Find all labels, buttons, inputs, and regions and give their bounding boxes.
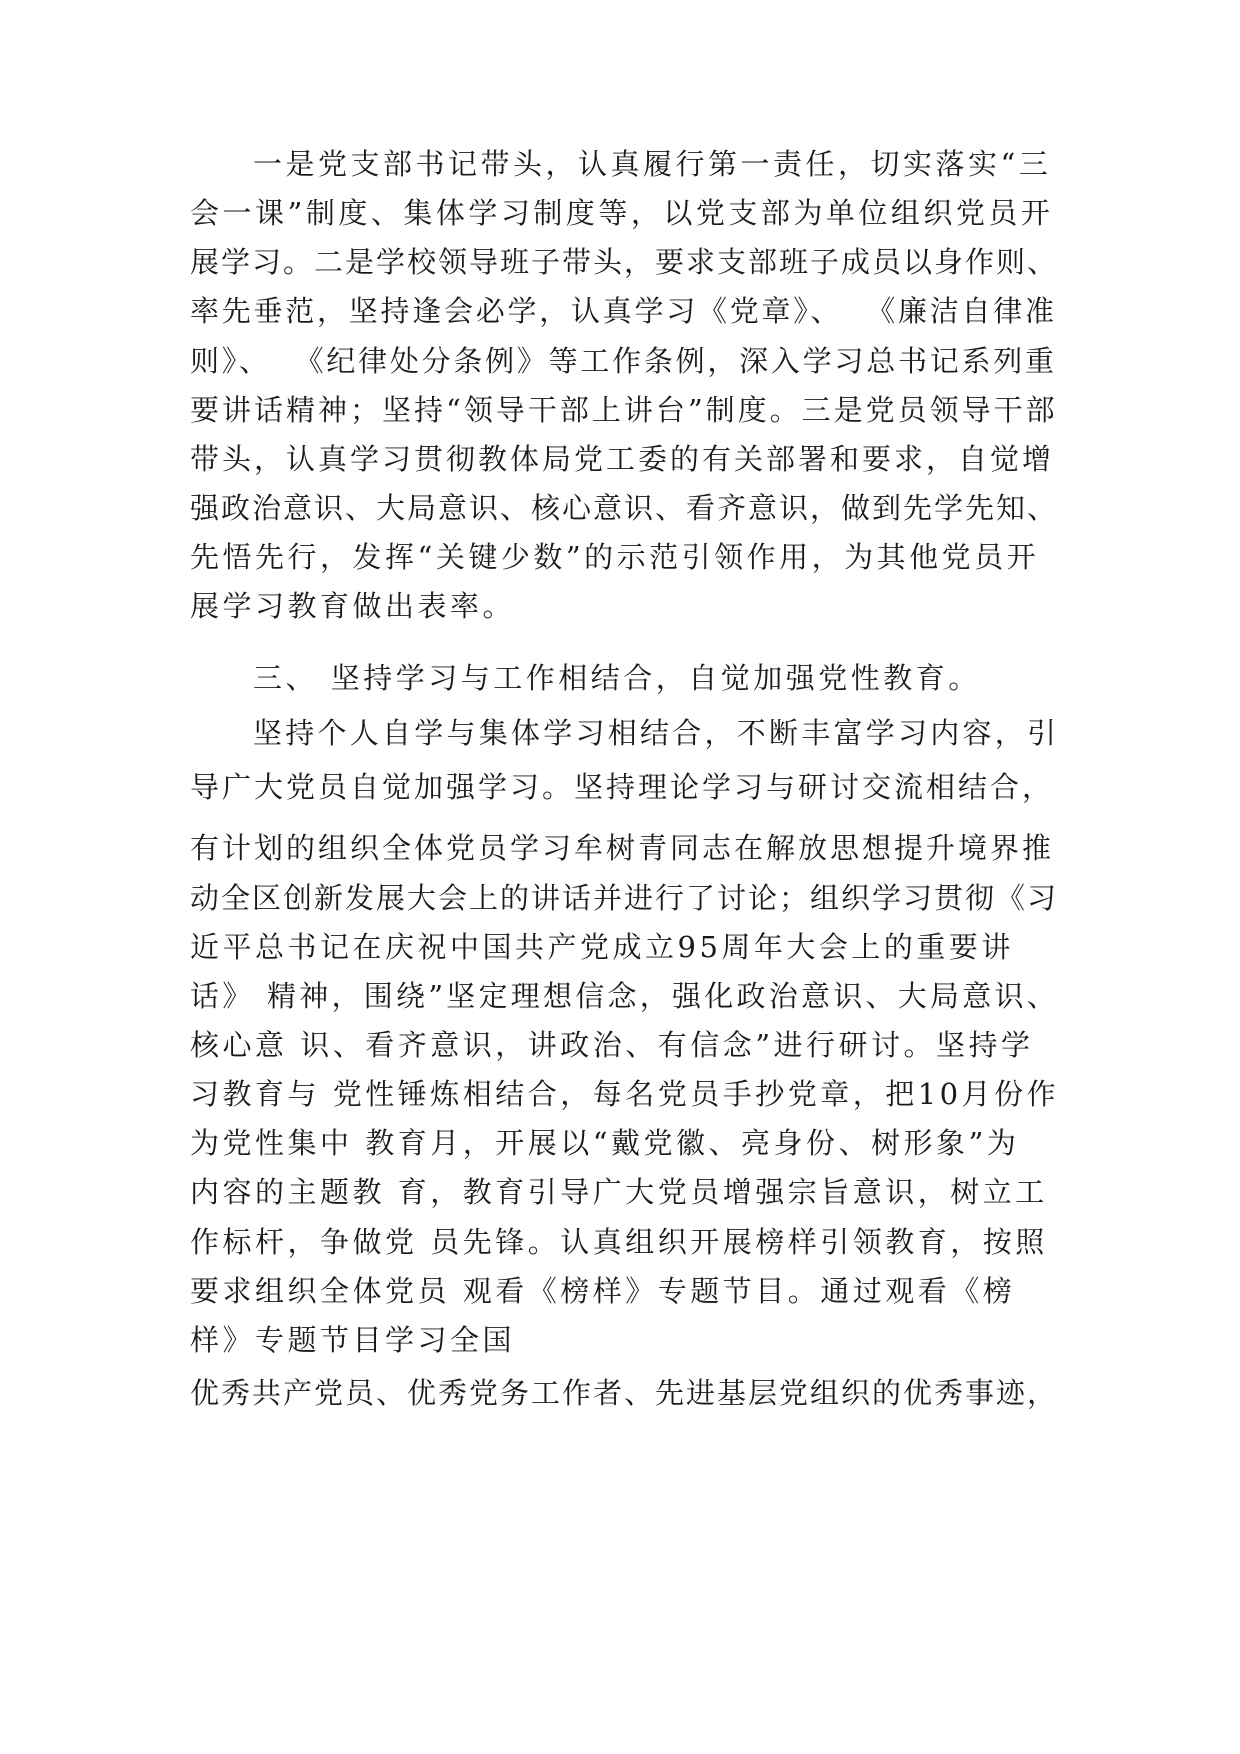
text-line: 展学习教育做出表率。 — [190, 589, 516, 623]
text-line: 导广大党员自觉加强学习。坚持理论学习与研讨交流相结合， — [190, 770, 1055, 804]
text-line: 先悟先行，发挥“关键少数”的示范引领作用，为其他党员开 — [190, 540, 1040, 574]
text-line: 展学习。二是学校领导班子带头，要求支部班子成员以身作则、 — [190, 245, 1059, 279]
text-line: 话》 精神，围绕”坚定理想信念，强化政治意识、大局意识、 — [190, 979, 1060, 1013]
text-line: 样》专题节目学习全国 — [190, 1323, 516, 1357]
text-line: 动全区创新发展大会上的讲话并进行了讨论；组织学习贯彻《习 — [190, 881, 1059, 915]
text-line: 要求组织全体党员 观看《榜样》专题节目。通过观看《榜 — [190, 1274, 1016, 1308]
text-line: 习教育与 党性锤炼相结合，每名党员手抄党章，把10月份作 — [190, 1077, 1060, 1111]
text-line: 会一课”制度、集体学习制度等，以党支部为单位组织党员开 — [190, 196, 1054, 230]
text-line: 带头，认真学习贯彻教体局党工委的有关部署和要求，自觉增 — [190, 442, 1055, 476]
text-line: 则》、 《纪律处分条例》等工作条例，深入学习总书记系列重 — [190, 344, 1057, 378]
text-line: 坚持个人自学与集体学习相结合，不断丰富学习内容，引 — [253, 716, 1060, 750]
text-line: 近平总书记在庆祝中国共产党成立95周年大会上的重要讲 — [190, 930, 1014, 964]
text-line: 为党性集中 教育月，开展以“戴党徽、亮身份、树形象”为 — [190, 1126, 1020, 1160]
text-line: 有计划的组织全体党员学习牟树青同志在解放思想提升境界推 — [190, 831, 1055, 865]
text-line: 一是党支部书记带头，认真履行第一责任，切实落实“三 — [253, 147, 1052, 181]
section-heading: 三、 坚持学习与工作相结合，自觉加强党性教育。 — [253, 661, 981, 695]
text-line: 内容的主题教 育，教育引导广大党员增强宗旨意识，树立工 — [190, 1175, 1048, 1209]
text-line: 作标杆，争做党 员先锋。认真组织开展榜样引领教育，按照 — [190, 1225, 1048, 1259]
text-line: 要讲话精神；坚持“领导干部上讲台”制度。三是党员领导干部 — [190, 393, 1058, 427]
text-line: 优秀共产党员、优秀党务工作者、先进基层党组织的优秀事迹， — [190, 1376, 1059, 1410]
text-line: 核心意 识、看齐意识，讲政治、有信念”进行研讨。坚持学 — [190, 1028, 1034, 1062]
text-line: 强政治意识、大局意识、核心意识、看齐意识，做到先学先知、 — [190, 491, 1059, 525]
text-line: 率先垂范，坚持逢会必学，认真学习《党章》、 《廉洁自律准 — [190, 294, 1057, 328]
